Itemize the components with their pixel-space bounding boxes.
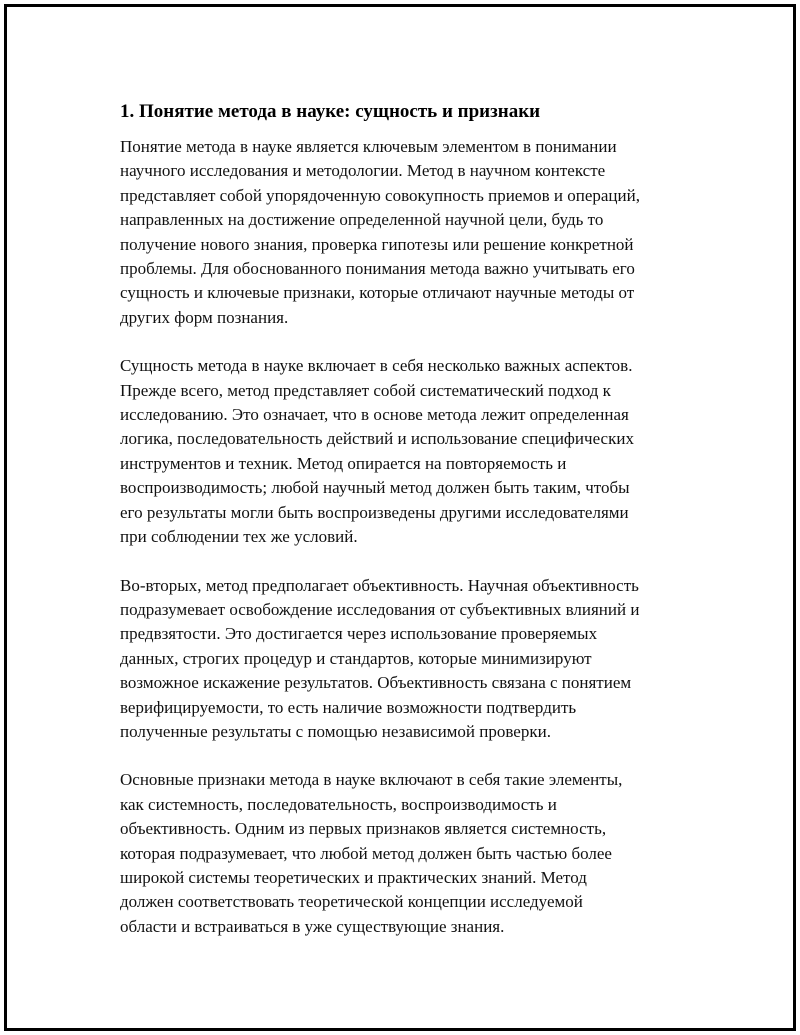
text-line: представляет собой упорядоченную совокупность приемов и операций,	[120, 185, 640, 205]
text-line: как системность, последовательность, воспроизводимость и	[120, 794, 557, 814]
paragraph-3	[120, 574, 720, 745]
paragraph-4	[120, 768, 720, 939]
text-line: подразумевает освобождение исследования от субъективных влияний и	[120, 599, 640, 619]
text-line: Основные признаки метода в науке включают в себя такие элементы,	[120, 770, 623, 790]
paragraph-1	[120, 135, 720, 330]
text-line: верифицируемости, то есть наличие возможности подтвердить	[120, 697, 577, 717]
text-line: логика, последовательность действий и использование специфических	[120, 429, 634, 449]
paragraph-2	[120, 354, 720, 549]
text-line: сущность и ключевые признаки, которые отличают научные методы от	[120, 283, 635, 303]
text-line: Понятие метода в науке является ключевым элементом в понимании	[120, 137, 617, 156]
text-line: широкой системы теоретических и практических знаний. Метод	[120, 867, 587, 887]
text-line: научного исследования и методологии. Метод в научном контексте	[120, 161, 606, 181]
text-line: его результаты могли быть воспроизведены другими исследователями	[120, 502, 629, 522]
page-frame	[4, 4, 796, 1031]
text-line: при соблюдении тех же условий.	[120, 527, 358, 547]
document-body	[120, 99, 720, 963]
text-line: полученные результаты с помощью независимой проверки.	[120, 721, 551, 741]
text-line: возможное искажение результатов. Объективность связана с понятием	[120, 673, 632, 693]
section-heading: 1. Понятие метода в науке: сущность и признаки	[120, 101, 541, 122]
text-line: направленных на достижение определенной научной цели, будь то	[120, 210, 604, 230]
text-line: получение нового знания, проверка гипотезы или решение конкретной	[120, 234, 634, 254]
text-line: Сущность метода в науке включает в себя несколько важных аспектов.	[120, 356, 633, 376]
text-line: инструментов и техник. Метод опирается на повторяемость и	[120, 453, 567, 473]
text-line: должен соответствовать теоретической концепции исследуемой	[120, 892, 583, 912]
text-line: проблемы. Для обоснованного понимания метода важно учитывать его	[120, 259, 635, 279]
text-line: других форм познания.	[120, 307, 289, 327]
text-line: данных, строгих процедур и стандартов, которые минимизируют	[120, 648, 592, 668]
text-line: области и встраиваться в уже существующие знания.	[120, 916, 505, 936]
text-line: объективность. Одним из первых признаков является системность,	[120, 819, 607, 839]
text-line: воспроизводимость; любой научный метод должен быть таким, чтобы	[120, 478, 630, 498]
text-line: Прежде всего, метод представляет собой систематический подход к	[120, 380, 611, 400]
text-line: исследованию. Это означает, что в основе метода лежит определенная	[120, 405, 629, 425]
text-line: предвзятости. Это достигается через использование проверяемых	[120, 624, 598, 644]
text-line: Во-вторых, метод предполагает объективность. Научная объективность	[120, 575, 639, 595]
text-line: которая подразумевает, что любой метод должен быть частью более	[120, 843, 612, 863]
